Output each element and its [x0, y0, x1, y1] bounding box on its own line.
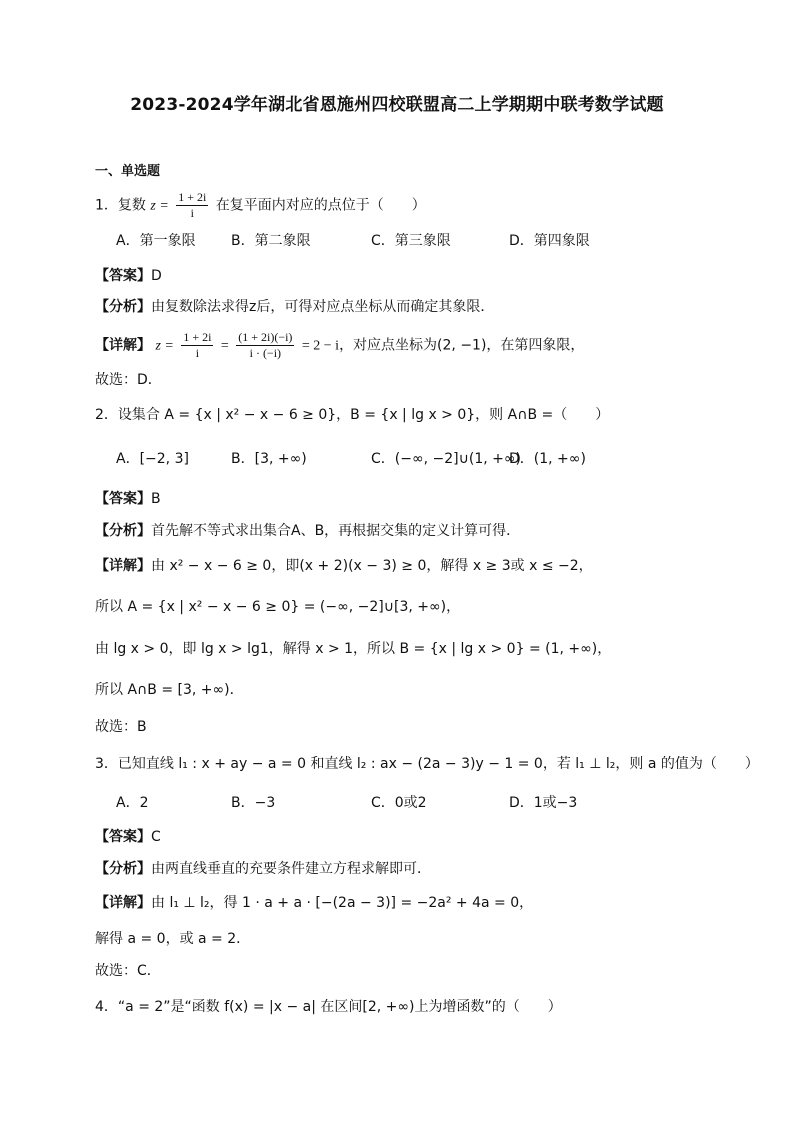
answer-label: 【答案】 — [95, 829, 151, 845]
q1-detail-frac2-num: (1 + 2i)(−i) — [238, 330, 293, 344]
q1-option-c: C．第三象限 — [371, 233, 451, 249]
q2-option-c: C．(−∞, −2]∪(1, +∞) — [371, 451, 522, 467]
q2-answer — [95, 489, 161, 509]
q4-stem: 4．“a = 2”是“函数 f(x) = |x − a| 在区间[2, +∞)上为增函数”的（ ） — [95, 999, 562, 1015]
page-title: 2023-2024学年湖北省恩施州四校联盟高二上学期期中联考数学试题 — [130, 95, 664, 115]
q1-detail-frac2 — [236, 330, 294, 361]
q2-conclusion: 故选：B — [95, 719, 147, 735]
q2-answer-value: B — [151, 491, 161, 507]
q3-answer — [95, 827, 161, 847]
detail-label: 【详解】 — [95, 895, 151, 911]
q3-conclusion: 故选：C． — [95, 963, 161, 979]
q2-detail — [95, 556, 593, 576]
q3-detail-line2: 解得 a = 0，或 a = 2． — [95, 931, 251, 947]
q1-detail-post: ，对应点坐标为(2, −1)，在第四象限， — [339, 337, 585, 354]
q2-option-a: A．[−2, 3] — [116, 451, 189, 467]
q1-option-d: D．第四象限 — [509, 233, 590, 249]
q1-detail-result: = 2 − i — [301, 338, 340, 354]
analysis-label: 【分析】 — [95, 861, 151, 877]
q3-analysis-text: 由两直线垂直的充要条件建立方程求解即可． — [151, 861, 431, 877]
q1-analysis-text: 由复数除法求得z后，可得对应点坐标从而确定其象限． — [151, 299, 495, 315]
q1-detail-frac1 — [181, 330, 213, 361]
q3-option-c: C．0或2 — [371, 795, 427, 811]
q2-detail-line4: 所以 A∩B = [3, +∞)． — [95, 682, 244, 698]
analysis-label: 【分析】 — [95, 523, 151, 539]
q1-detail-frac2-den: i · (−i) — [249, 346, 282, 360]
q1-frac-den: i — [190, 206, 194, 220]
q2-detail-text: 由 x² − x − 6 ≥ 0，即(x + 2)(x − 3) ≥ 0，解得 x ≥ 3或 x ≤ −2， — [151, 558, 593, 574]
q1-option-b: B．第二象限 — [231, 233, 311, 249]
q1-detail-eq: = — [220, 338, 229, 354]
answer-label: 【答案】 — [95, 268, 151, 284]
q1-conclusion: 故选：D． — [95, 372, 162, 388]
q3-detail-text: 由 l₁ ⊥ l₂，得 1 · a + a · [−(2a − 3)] = −2a² + 4a = 0， — [151, 895, 534, 911]
q1-answer-value: D — [151, 268, 162, 284]
detail-label: 【详解】 — [95, 558, 151, 574]
q1-detail-frac1-num: 1 + 2i — [183, 330, 212, 344]
q2-detail-line3: 由 lg x > 0，即 lg x > lg1，解得 x > 1，所以 B = {x | lg x > 0} = (1, +∞)， — [95, 641, 612, 657]
q3-analysis — [95, 859, 431, 879]
q1-frac-num: 1 + 2i — [178, 190, 207, 204]
answer-label: 【答案】 — [95, 491, 151, 507]
section-heading: 一、单选题 — [95, 164, 161, 179]
q3-option-a: A．2 — [116, 795, 149, 811]
q3-option-b: B．−3 — [231, 795, 276, 811]
q3-option-d: D．1或−3 — [509, 795, 578, 811]
q1-stem-pre: 1．复数 — [95, 197, 146, 214]
q2-option-d: D．(1, +∞) — [509, 451, 586, 467]
q1-expr: z = — [150, 198, 169, 214]
q1-stem-post: 在复平面内对应的点位于（ ） — [215, 197, 426, 214]
q1-detail-z: z = — [155, 338, 174, 354]
detail-label: 【详解】 — [95, 337, 151, 354]
q1-fraction — [176, 190, 208, 221]
q2-stem: 2．设集合 A = {x | x² − x − 6 ≥ 0}，B = {x | lg x > 0}，则 A∩B =（ ） — [95, 407, 610, 423]
q1-answer — [95, 266, 162, 286]
q3-detail — [95, 893, 533, 913]
q2-detail-line2: 所以 A = {x | x² − x − 6 ≥ 0} = (−∞, −2]∪[3, +∞)， — [95, 599, 461, 615]
q1-detail — [95, 330, 584, 361]
q2-analysis — [95, 521, 520, 541]
q2-analysis-text: 首先解不等式求出集合A、B，再根据交集的定义计算可得． — [151, 523, 521, 539]
q1-option-a: A．第一象限 — [116, 233, 196, 249]
q1-detail-frac1-den: i — [195, 346, 200, 360]
q1-analysis — [95, 297, 494, 317]
q2-option-b: B．[3, +∞) — [231, 451, 307, 467]
q3-answer-value: C — [151, 829, 161, 845]
q1-stem — [95, 190, 426, 221]
analysis-label: 【分析】 — [95, 299, 151, 315]
q3-stem: 3．已知直线 l₁ : x + ay − a = 0 和直线 l₂ : ax − (2a − 3)y − 1 = 0，若 l₁ ⊥ l₂，则 a 的值为（ ） — [95, 756, 759, 772]
